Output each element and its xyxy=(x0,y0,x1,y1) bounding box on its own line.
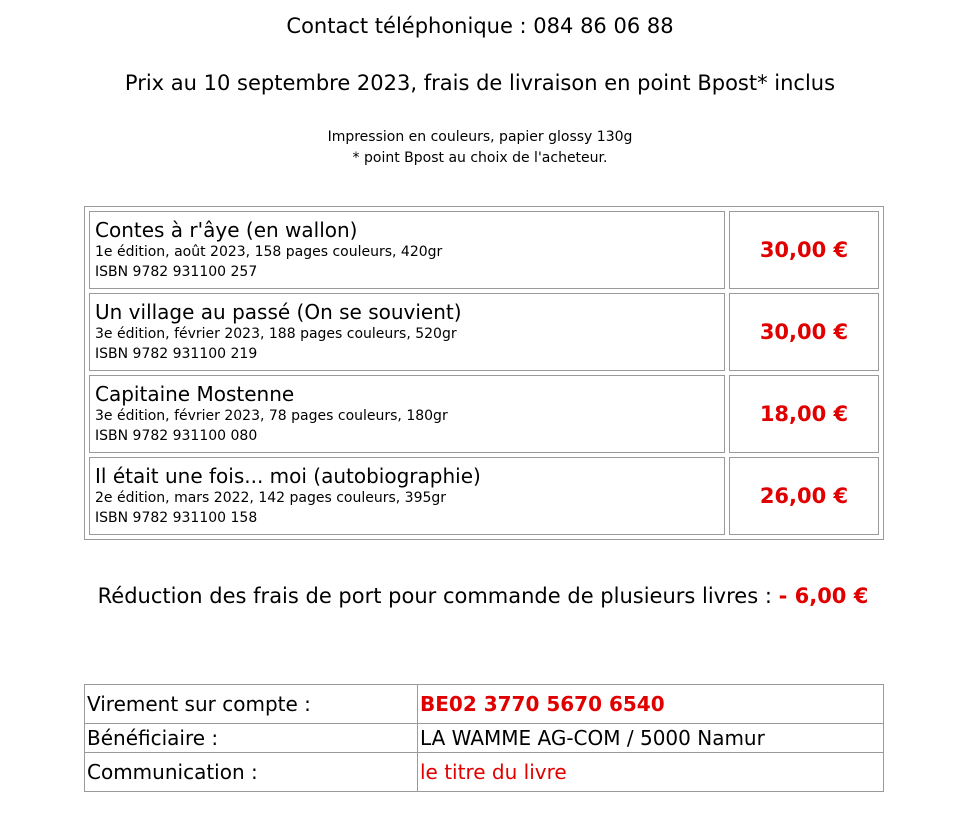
payment-row-account xyxy=(85,685,884,724)
communication-value: le titre du livre xyxy=(418,753,884,792)
account-number: BE02 3770 5670 6540 xyxy=(418,685,884,724)
price-date-notice: Prix au 10 septembre 2023, frais de livraison en point Bpost* inclus xyxy=(124,71,836,95)
books-table xyxy=(84,206,884,540)
print-info xyxy=(0,127,960,169)
reduction-text: Réduction des frais de port pour commande de plusieurs livres : xyxy=(97,584,779,608)
book-isbn: ISBN 9782 931100 219 xyxy=(95,346,258,362)
reduction-amount: - 6,00 € xyxy=(778,584,869,608)
payment-row-beneficiary xyxy=(85,724,884,753)
book-price: 30,00 € xyxy=(729,211,879,289)
book-row xyxy=(89,457,879,535)
book-row xyxy=(89,375,879,453)
book-description xyxy=(89,211,725,289)
print-info-line2: * point Bpost au choix de l'acheteur. xyxy=(352,150,608,166)
book-price: 26,00 € xyxy=(729,457,879,535)
book-title: Il était une fois... moi (autobiographie) xyxy=(95,464,481,488)
beneficiary-label: Bénéficiaire : xyxy=(85,724,418,753)
print-info-line1: Impression en couleurs, papier glossy 130g xyxy=(327,129,633,145)
shipping-reduction xyxy=(0,584,960,608)
book-description xyxy=(89,293,725,371)
book-description xyxy=(89,375,725,453)
book-title: Un village au passé (On se souvient) xyxy=(95,300,462,324)
book-details: 3e édition, février 2023, 78 pages couleurs, 180gr xyxy=(95,408,448,424)
book-row xyxy=(89,293,879,371)
account-label: Virement sur compte : xyxy=(85,685,418,724)
book-price: 18,00 € xyxy=(729,375,879,453)
book-description xyxy=(89,457,725,535)
book-isbn: ISBN 9782 931100 158 xyxy=(95,510,258,526)
book-row xyxy=(89,211,879,289)
book-price: 30,00 € xyxy=(729,293,879,371)
book-details: 2e édition, mars 2022, 142 pages couleurs, 395gr xyxy=(95,490,447,506)
payment-table xyxy=(84,684,884,792)
beneficiary-value: LA WAMME AG-COM / 5000 Namur xyxy=(418,724,884,753)
book-details: 3e édition, février 2023, 188 pages couleurs, 520gr xyxy=(95,326,457,342)
book-isbn: ISBN 9782 931100 080 xyxy=(95,428,258,444)
communication-label: Communication : xyxy=(85,753,418,792)
book-title: Contes à r'âye (en wallon) xyxy=(95,218,358,242)
contact-phone: Contact téléphonique : 084 86 06 88 xyxy=(286,14,674,38)
book-isbn: ISBN 9782 931100 257 xyxy=(95,264,258,280)
book-title: Capitaine Mostenne xyxy=(95,382,295,406)
book-details: 1e édition, août 2023, 158 pages couleurs, 420gr xyxy=(95,244,443,260)
payment-row-communication xyxy=(85,753,884,792)
